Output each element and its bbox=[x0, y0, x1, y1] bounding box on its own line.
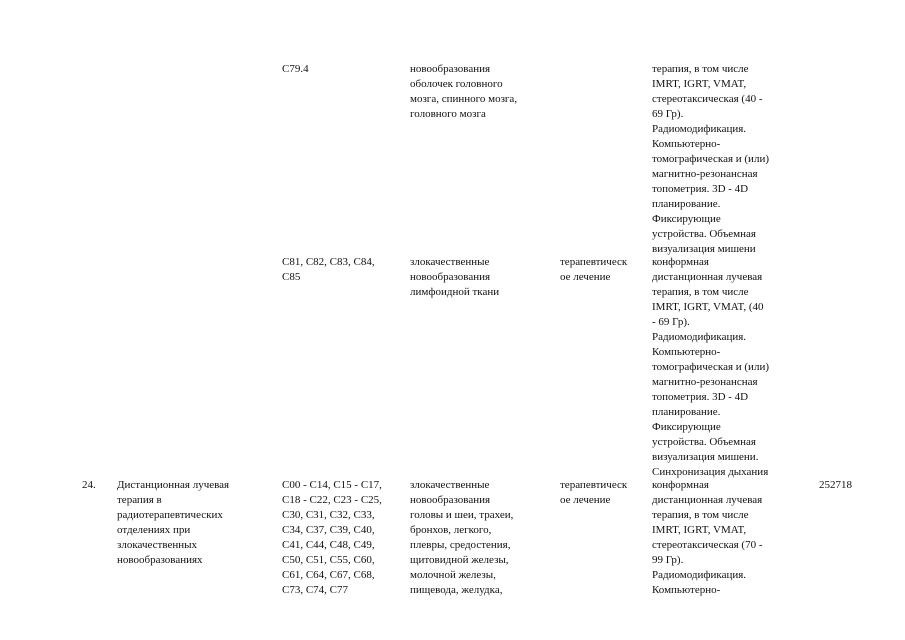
row-2-diagnosis: злокачественные новообразования лимфоидной ткани bbox=[410, 256, 500, 298]
row-3-name: Дистанционная лучевая терапия в радиотерапевтических отделениях при злокачественных новообразованиях bbox=[117, 479, 230, 566]
row-3-treatment: терапевтическ ое лечение bbox=[560, 479, 628, 506]
row-1-codes: C79.4 bbox=[282, 63, 309, 75]
row-1-method: терапия, в том числе IMRT, IGRT, VMAT, стереотаксическая (40 - 69 Гр). Радиомодификация. Компьютерно- томографическая и (или) магнитно-резонансная топометрия. 3D - 4D планирование. Фиксирующие устройства. Объемная визуализация мишени bbox=[652, 63, 769, 255]
row-3-method: конформная дистанционная лучевая терапия, в том числе IMRT, IGRT, VMAT, стереотаксическая (70 - 99 Гр). Радиомодификация. Компьютерно- bbox=[652, 479, 763, 596]
row-3-number: 24. bbox=[82, 479, 96, 491]
row-3-codes: C00 - C14, C15 - C17, C18 - C22, C23 - C25, C30, C31, C32, C33, C34, C37, C39, C40, C41, C44, C48, C49, C50, C51, C55, C60, C61, C64, C67, C68, C73, C74, C77 bbox=[282, 479, 382, 596]
row-2-method: конформная дистанционная лучевая терапия, в том числе IMRT, IGRT, VMAT, (40 - 69 Гр). Радиомодификация. Компьютерно- томографическая и (или) магнитно-резонансная топометрия. 3D - 4D планирование. Фиксирующие устройства. Объемная визуализация мишени. Синхронизация дыхания bbox=[652, 256, 769, 478]
row-3-cost: 252718 bbox=[819, 479, 852, 491]
row-3-diagnosis: злокачественные новообразования головы и шеи, трахеи, бронхов, легкого, плевры, средостения, щитовидной железы, молочной железы, пищевода, желудка, bbox=[410, 479, 514, 596]
row-1-diagnosis: новообразования оболочек головного мозга, спинного мозга, головного мозга bbox=[410, 63, 518, 120]
row-2-treatment: терапевтическ ое лечение bbox=[560, 256, 628, 283]
row-2-codes: C81, C82, C83, C84, C85 bbox=[282, 256, 375, 283]
